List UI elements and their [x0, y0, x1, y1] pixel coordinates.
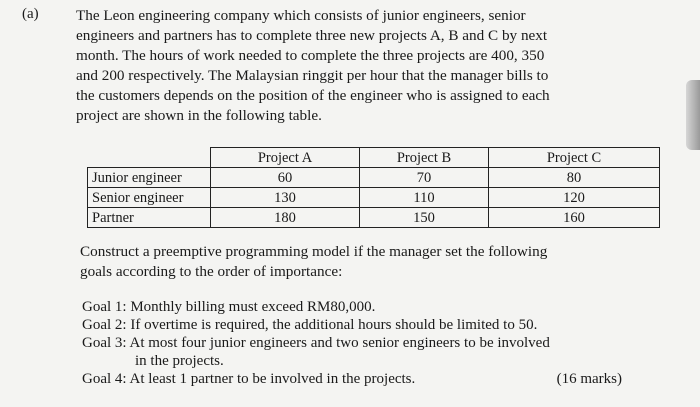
intro-line: month. The hours of work needed to complete the three projects are 400, 350: [76, 47, 545, 64]
table-cell: 70: [360, 168, 489, 188]
construct-line: Construct a preemptive programming model if the manager set the following: [80, 243, 548, 260]
list-item: [82, 316, 622, 334]
table-cell: 150: [360, 208, 489, 228]
question-label: (a): [22, 6, 39, 22]
header-project-a: Project A: [211, 148, 360, 168]
table-row: [88, 168, 660, 188]
row-label: Partner: [88, 208, 211, 228]
list-item: [82, 298, 622, 316]
table-cell: 160: [489, 208, 660, 228]
table-header-row: [88, 148, 660, 168]
billing-rate-table: [87, 147, 660, 228]
intro-paragraph: [76, 6, 624, 126]
goal-text: Monthly billing must exceed RM80,000.: [130, 299, 376, 315]
intro-line: project are shown in the following table.: [76, 107, 322, 124]
header-project-b: Project B: [360, 148, 489, 168]
header-project-c: Project C: [489, 148, 660, 168]
intro-line: The Leon engineering company which consists of junior engineers, senior: [76, 7, 526, 24]
intro-line: engineers and partners has to complete three new projects A, B and C by next: [76, 27, 548, 44]
goal-label: Goal 4:: [82, 371, 127, 387]
row-label: Junior engineer: [88, 168, 211, 188]
table-row: [88, 208, 660, 228]
construct-paragraph: [80, 242, 615, 282]
goal-text: At least 1 partner to be involved in the projects.: [129, 371, 416, 387]
intro-line: and 200 respectively. The Malaysian ringgit per hour that the manager bills to: [76, 67, 549, 84]
list-item: [82, 334, 622, 370]
table-cell: 120: [489, 188, 660, 208]
construct-line: goals according to the order of importance:: [80, 263, 343, 280]
table-corner-cell: [88, 148, 211, 168]
goals-list: [82, 298, 622, 388]
table-row: [88, 188, 660, 208]
table-cell: 80: [489, 168, 660, 188]
goal-label: Goal 1:: [82, 299, 127, 315]
list-item: [82, 370, 622, 388]
table-cell: 60: [211, 168, 360, 188]
goal-text: At most four junior engineers and two senior engineers to be involved: [129, 335, 550, 351]
goal-label: Goal 3:: [82, 335, 127, 351]
table-cell: 130: [211, 188, 360, 208]
goal-text: If overtime is required, the additional hours should be limited to 50.: [130, 317, 538, 333]
table-cell: 110: [360, 188, 489, 208]
marks-label: (16 marks): [556, 371, 622, 387]
row-label: Senior engineer: [88, 188, 211, 208]
intro-line: the customers depends on the position of the engineer who is assigned to each: [76, 87, 550, 104]
goal-label: Goal 2:: [82, 317, 127, 333]
table-cell: 180: [211, 208, 360, 228]
goal-text-continued: in the projects.: [135, 353, 224, 369]
scroll-edge-tab: [686, 80, 700, 150]
